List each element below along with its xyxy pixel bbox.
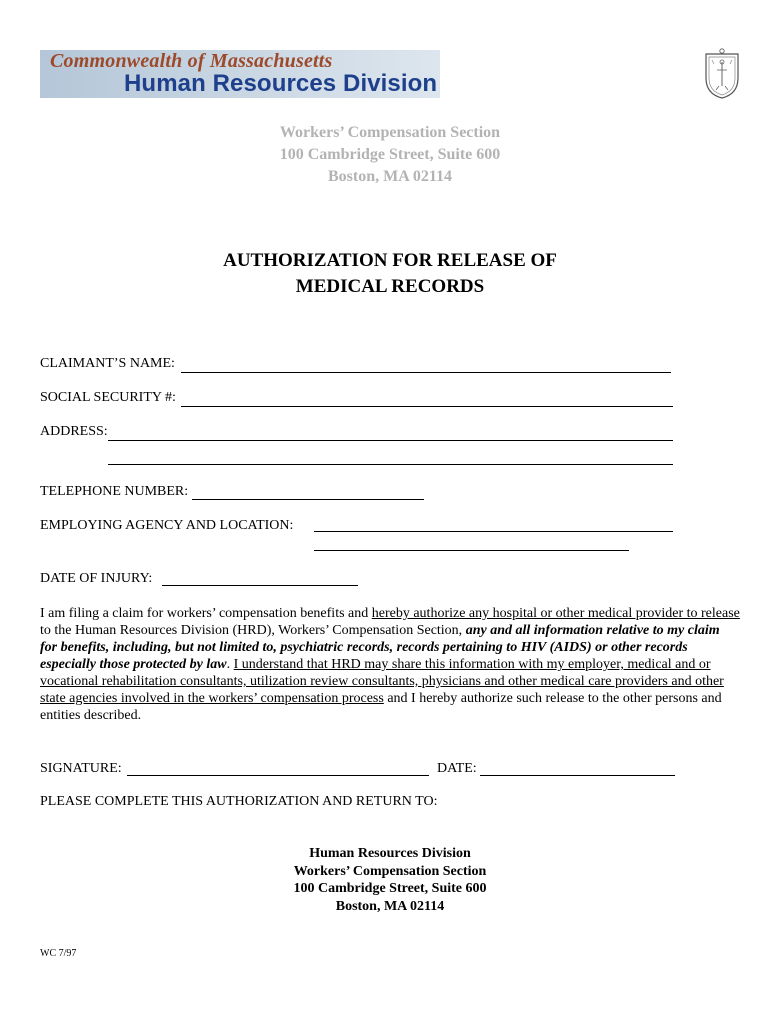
employing-agency-field-line2[interactable]	[314, 550, 629, 551]
telephone-label: TELEPHONE NUMBER:	[40, 484, 189, 499]
authorization-text-part7: and I hereby authorize such release to the other persons and entities described.	[40, 691, 722, 723]
logo-commonwealth-text: Commonwealth of Massachusetts	[50, 50, 333, 72]
document-title-line1: AUTHORIZATION FOR RELEASE OF	[223, 250, 557, 271]
date-of-injury-field[interactable]	[162, 585, 358, 586]
authorization-text-protected-records: any and all information relative to my claim for benefits, including, but not limited to, psychiatric records, records pertaining to HIV (AIDS) or other records especially those protected by law	[40, 623, 720, 672]
address-field-line1[interactable]	[108, 440, 673, 441]
authorization-text-release-clause: hereby authorize any hospital or other medical provider to release	[371, 606, 740, 621]
office-address	[0, 122, 770, 188]
return-instruction: PLEASE COMPLETE THIS AUTHORIZATION AND RETURN TO:	[40, 794, 438, 809]
ssn-label: SOCIAL SECURITY #:	[40, 390, 176, 405]
signature-label: SIGNATURE:	[40, 761, 122, 776]
massachusetts-seal-icon	[702, 48, 742, 100]
address-field-line2[interactable]	[108, 464, 673, 465]
authorization-text-part1: I am filing a claim for workers’ compensation benefits and	[40, 606, 372, 621]
document-title-line2: MEDICAL RECORDS	[295, 276, 485, 297]
date-label: DATE:	[437, 761, 477, 776]
employing-agency-label: EMPLOYING AGENCY AND LOCATION:	[40, 518, 294, 533]
claimant-name-field[interactable]	[181, 372, 671, 373]
authorization-text-part5: .	[226, 657, 234, 672]
ssn-field[interactable]	[181, 406, 673, 407]
office-address-line1: Workers’ Compensation Section	[279, 124, 501, 141]
logo-hrd-text: Human Resources Division	[124, 70, 438, 97]
document-title	[0, 248, 770, 300]
authorization-statement	[40, 605, 740, 724]
office-address-line2: 100 Cambridge Street, Suite 600	[279, 146, 501, 163]
form-number: WC 7/97	[40, 948, 77, 959]
date-field[interactable]	[480, 775, 675, 776]
telephone-field[interactable]	[192, 499, 424, 500]
claimant-name-label: CLAIMANT’S NAME:	[40, 356, 175, 371]
hrd-logo	[40, 50, 440, 98]
return-address-line3: 100 Cambridge Street, Suite 600	[293, 881, 487, 896]
authorization-text-part3: to the Human Resources Division (HRD), Workers’ Compensation Section,	[40, 623, 466, 638]
signature-field[interactable]	[127, 775, 429, 776]
date-of-injury-label: DATE OF INJURY:	[40, 571, 153, 586]
return-address-line1: Human Resources Division	[309, 846, 471, 861]
employing-agency-field-line1[interactable]	[314, 531, 673, 532]
return-address	[0, 845, 770, 915]
authorization-text-sharing-clause: I understand that HRD may share this information with my employer, medical and or vocational rehabilitation consultants, utilization review consultants, physicians and other medical care providers and other state agencies involved in the workers’ compensation process	[40, 657, 724, 706]
return-address-line2: Workers’ Compensation Section	[293, 863, 487, 879]
return-address-line4: Boston, MA 02114	[335, 898, 445, 914]
office-address-line3: Boston, MA 02114	[327, 168, 452, 185]
address-label: ADDRESS:	[40, 424, 108, 439]
